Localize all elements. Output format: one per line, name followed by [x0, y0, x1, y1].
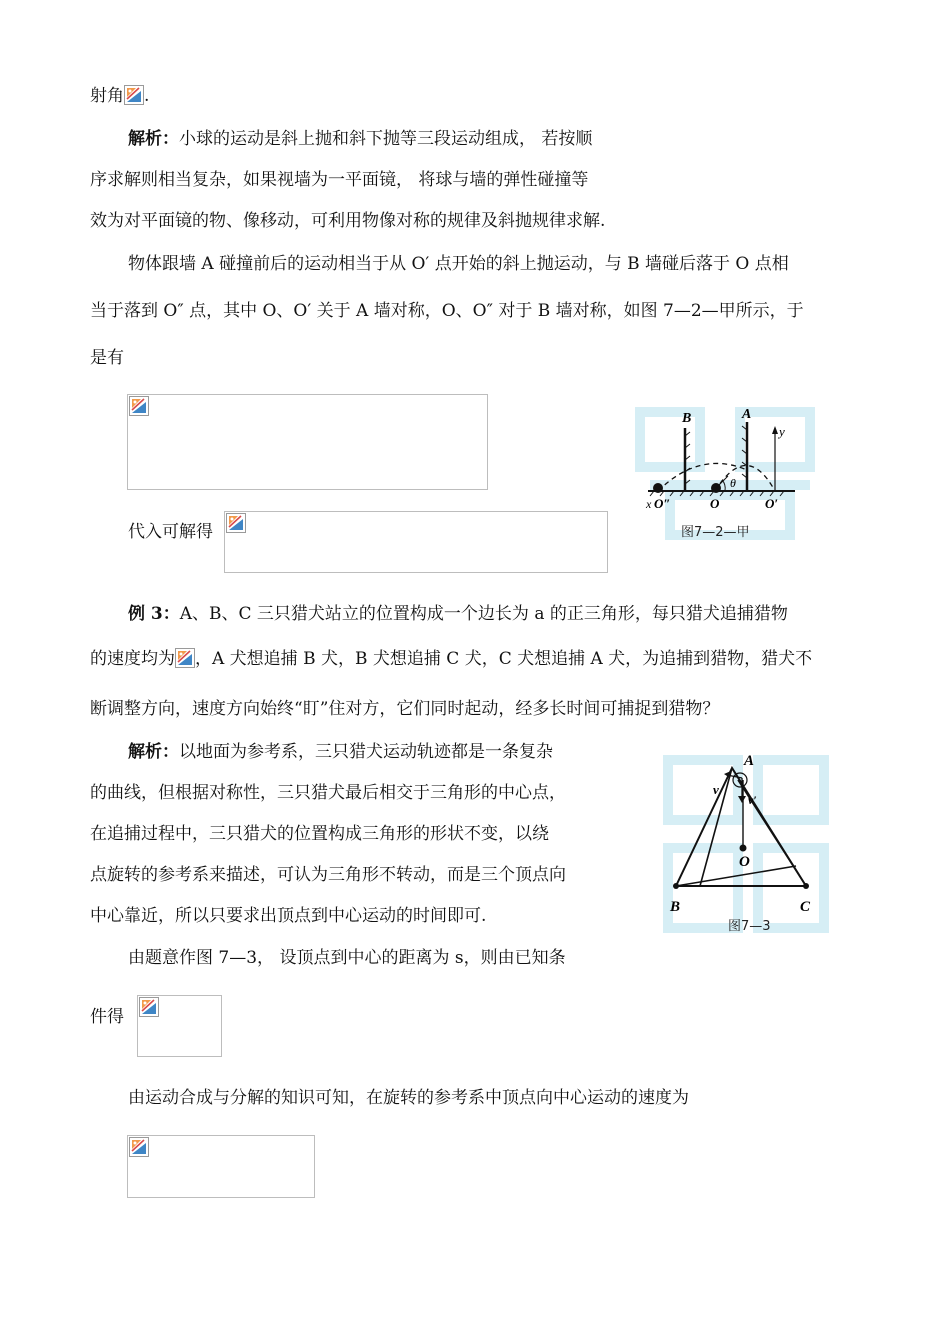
text-span: ： — [162, 129, 179, 149]
figure-7-3 — [660, 748, 835, 943]
center-point — [740, 845, 747, 852]
label-b: B — [682, 411, 692, 426]
label-b: B — [670, 899, 681, 915]
vertex-b — [673, 883, 679, 889]
equation-image — [224, 511, 608, 573]
text-line: 是有 — [90, 348, 124, 368]
broken-image-icon — [175, 648, 195, 668]
text-line: 物体跟墙 A 碰撞前后的运动相当于从 O′ 点开始的斜上抛运动，与 B 墙碰后落于 O 点相 — [128, 254, 789, 274]
text-line: 点旋转的参考系来描述，可认为三角形不转动，而是三个顶点向 — [90, 865, 566, 885]
analysis-label: 解析 — [128, 742, 162, 762]
label-o: O — [710, 496, 720, 511]
label-o: O — [739, 854, 750, 870]
equation-image — [127, 1135, 315, 1198]
text-line: 代入可解得 — [128, 522, 213, 542]
label-x: x — [646, 497, 652, 511]
analysis-label: 解析 — [128, 129, 162, 149]
figure-caption: 图7—2—甲 — [681, 525, 750, 540]
text-span: ，A 犬想追捕 B 犬，B 犬想追捕 C 犬，C 犬想追捕 A 犬，为追捕到猎物，猎犬不 — [195, 649, 813, 669]
label-theta: θ — [730, 476, 736, 490]
text-line: 效为对平面镜的物、像移动，可利用物像对称的规律及斜抛规律求解. — [90, 211, 606, 231]
text-span: 射角 — [90, 86, 124, 106]
label-v-prime: v′ — [748, 793, 757, 807]
broken-image-icon — [129, 396, 149, 416]
text-line — [128, 127, 592, 151]
label-o1: O′ — [765, 496, 779, 511]
broken-image-icon — [226, 513, 246, 533]
text-line — [128, 740, 553, 764]
broken-image-icon — [124, 85, 144, 105]
text-line: 在追捕过程中，三只猎犬的位置构成三角形的形状不变，以绕 — [90, 824, 549, 844]
vertex-c — [803, 883, 809, 889]
y-axis-arrow — [772, 426, 778, 434]
text-line — [128, 602, 788, 626]
label-y: y — [779, 424, 785, 439]
text-line — [90, 647, 812, 671]
label-c: C — [800, 899, 811, 915]
text-line: 由运动合成与分解的知识可知，在旋转的参考系中顶点向中心运动的速度为 — [128, 1088, 689, 1108]
text-span: 以地面为参考系，三只猎犬运动轨迹都是一条复杂 — [179, 742, 553, 762]
text-span: 的速度均为 — [90, 649, 175, 669]
text-span: A、B、C 三只猎犬站立的位置构成一个边长为 a 的正三角形，每只猎犬追捕猎物 — [179, 604, 788, 624]
text-line: 由题意作图 7—3， 设顶点到中心的距离为 s，则由已知条 — [128, 948, 566, 968]
text-line: 当于落到 O″ 点，其中 O、O′ 关于 A 墙对称，O、O″ 对于 B 墙对称，如图 7—2—甲所示，于 — [90, 301, 804, 321]
text-line: 的曲线，但根据对称性，三只猎犬最后相交于三角形的中心点， — [90, 783, 566, 803]
broken-image-icon — [129, 1137, 149, 1157]
example-label: 例 3 — [128, 604, 163, 624]
equation-image — [137, 995, 222, 1057]
label-v: v — [713, 782, 719, 797]
label-a: A — [742, 407, 752, 422]
figure-caption: 图7—3 — [728, 919, 771, 934]
text-span: ： — [162, 604, 180, 624]
text-line: 件得 — [90, 1007, 124, 1027]
equation-image — [127, 394, 488, 490]
label-a: A — [744, 753, 755, 769]
text-span: 小球的运动是斜上抛和斜下抛等三段运动组成， 若按顺 — [179, 129, 593, 149]
text-line: 中心靠近，所以只要求出顶点到中心运动的时间即可. — [90, 906, 487, 926]
text-span: ： — [162, 742, 179, 762]
label-o2: O″ — [654, 496, 671, 511]
ball-o2 — [653, 483, 663, 493]
text-line: 序求解则相当复杂，如果视墙为一平面镜， 将球与墙的弹性碰撞等 — [90, 170, 589, 190]
broken-image-icon — [139, 997, 159, 1017]
text-line — [90, 84, 149, 108]
text-span: . — [144, 86, 150, 106]
text-line: 断调整方向，速度方向始终“盯”住对方，它们同时起动，经多长时间可捕捉到猎物？ — [90, 699, 720, 719]
